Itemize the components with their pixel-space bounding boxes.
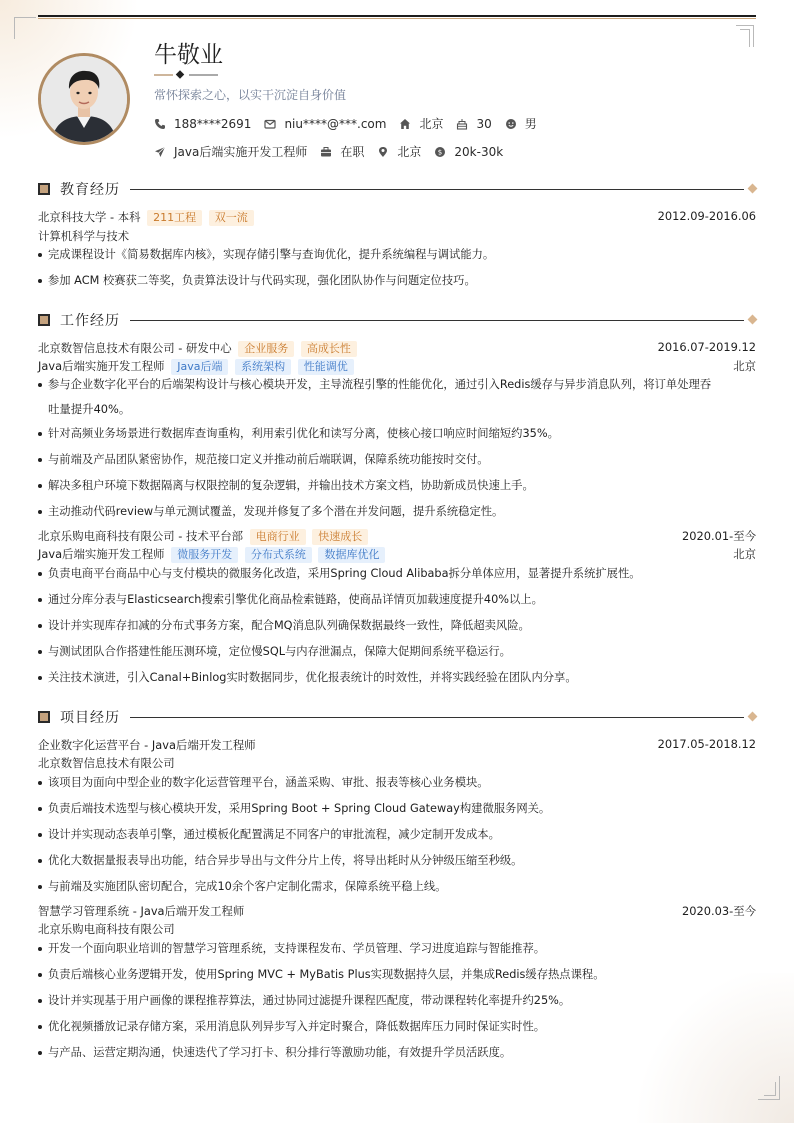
company-tag: 电商行业 [250, 529, 306, 545]
list-item: 与测试团队合作搭建性能压测环境，定位慢SQL与内存泄漏点，保障大促期间系统平稳运行。 [38, 639, 756, 665]
city-item [399, 115, 443, 132]
work-city: 北京 [733, 359, 756, 373]
list-item: 解决多租户环境下数据隔离与权限控制的复杂逻辑，并输出技术方案文档，协助新成员快速上手。 [38, 473, 756, 499]
list-item: 与产品、运营定期沟通，快速迭代了学习打卡、积分排行等激励功能，有效提升学员活跃度。 [38, 1040, 756, 1066]
company-tag: 快速成长 [312, 529, 368, 545]
list-item: 设计并实现基于用户画像的课程推荐算法，通过协同过滤提升课程匹配度，带动课程转化率提升约25%。 [38, 988, 756, 1014]
status-text: 在职 [340, 145, 365, 159]
company-tag: 企业服务 [238, 341, 294, 357]
work-company-line [38, 528, 756, 545]
position-item [154, 143, 307, 160]
city-text: 北京 [419, 117, 444, 131]
project-period: 2017.05-2018.12 [657, 737, 756, 751]
list-item: 通过分库分表与Elasticsearch搜索引擎优化商品检索链路，使商品详情页加载速度提升40%以上。 [38, 587, 756, 613]
section-education [38, 180, 756, 198]
school-tag: 211工程 [147, 210, 202, 226]
company-name: 北京数智信息技术有限公司 - 研发中心 [38, 341, 232, 355]
list-item: 设计并实现库存扣减的分布式事务方案，配合MQ消息队列确保数据最终一致性，降低超卖风险。 [38, 613, 756, 639]
section-diamond [748, 184, 758, 194]
corner-bracket [14, 17, 36, 39]
gender-text: 男 [524, 117, 537, 131]
skill-tag: 数据库优化 [318, 547, 385, 563]
work-period: 2016.07-2019.12 [657, 340, 756, 354]
contact-row [154, 115, 550, 132]
list-item: 关注技术演进，引入Canal+Binlog实时数据同步，优化报表统计的时效性，并将实践经验在团队内分享。 [38, 665, 756, 691]
list-item: 开发一个面向职业培训的智慧学习管理系统，支持课程发布、学员管理、学习进度追踪与智能推荐。 [38, 936, 756, 962]
list-item: 参与企业数字化平台的后端架构设计与核心模块开发，主导流程引擎的性能优化，通过引入Redis缓存与异步消息队列，将订单处理吞 [38, 372, 756, 398]
phone-text: 188****2691 [174, 116, 252, 131]
list-item: 负责电商平台商品中心与支付模块的微服务化改造，采用Spring Cloud Alibaba拆分单体应用，显著提升系统扩展性。 [38, 561, 756, 587]
list-item: 针对高频业务场景进行数据库查询重构，利用索引优化和读写分离，使核心接口响应时间缩短约35%。 [38, 421, 756, 447]
salary-text: 20k-30k [454, 144, 504, 159]
project-title: 智慧学习管理系统 - Java后端开发工程师 [38, 904, 245, 918]
project-title-line [38, 737, 756, 753]
company-tag: 高成长性 [301, 341, 357, 357]
name-divider-ornament [154, 70, 219, 80]
home-icon [399, 118, 411, 130]
section-diamond [748, 315, 758, 325]
skill-tag: 性能调优 [298, 359, 354, 375]
section-title: 工作经历 [60, 313, 120, 329]
corner-bracket [740, 29, 750, 47]
list-item: 负责后端技术选型与核心模块开发，采用Spring Boot + Spring Cloud Gateway构建微服务网关。 [38, 796, 756, 822]
briefcase-icon [320, 146, 332, 158]
section-diamond [748, 712, 758, 722]
section-work [38, 311, 756, 329]
role-title: Java后端实施开发工程师 [38, 547, 165, 561]
send-icon [154, 146, 166, 158]
email-text: niu****@***.com [284, 116, 387, 131]
top-rule-accent [38, 18, 756, 19]
skill-tag: 分布式系统 [245, 547, 312, 563]
section-title: 项目经历 [60, 710, 120, 726]
list-item: 与前端及实施团队密切配合，完成10余个客户定制化需求，保障系统平稳上线。 [38, 874, 756, 900]
target-city-text: 北京 [397, 145, 422, 159]
coin-icon [434, 146, 446, 158]
education-period: 2012.09-2016.06 [657, 209, 756, 223]
list-item: 优化视频播放记录存储方案，采用消息队列异步写入并定时聚合，降低数据库压力同时保证实时性。 [38, 1014, 756, 1040]
cake-icon [456, 118, 468, 130]
salary-item [434, 145, 503, 159]
company-name: 北京乐购电商科技有限公司 - 技术平台部 [38, 529, 243, 543]
list-item: 主动推动代码review与单元测试覆盖，发现并修复了多个潜在并发问题，提升系统稳定性。 [38, 499, 756, 525]
top-rule [38, 15, 756, 17]
resume-header [38, 42, 756, 170]
list-item: 参加 ACM 校赛获二等奖，负责算法设计与代码实现，强化团队协作与问题定位技巧。 [38, 268, 756, 294]
section-rule [130, 717, 744, 718]
school-name: 北京科技大学 - 本科 [38, 210, 141, 224]
position-text: Java后端实施开发工程师 [174, 145, 308, 159]
project-company: 北京数智信息技术有限公司 [38, 756, 175, 770]
list-item: 完成课程设计《简易数据库内核》，实现存储引擎与查询优化，提升系统编程与调试能力。 [38, 242, 756, 268]
avatar [38, 53, 130, 145]
tagline: 常怀探索之心，以实干沉淀自身价值 [154, 88, 347, 102]
skill-tag: Java后端 [171, 359, 228, 375]
section-marker [38, 314, 50, 326]
role-title: Java后端实施开发工程师 [38, 359, 165, 373]
list-item-continuation: 吐量提升40%。 [48, 402, 131, 416]
location-pin-icon [377, 146, 389, 158]
phone-icon [154, 118, 166, 130]
gender-item [505, 115, 537, 132]
work-city: 北京 [733, 547, 756, 561]
corner-bracket [764, 1082, 776, 1096]
school-tag: 双一流 [209, 210, 254, 226]
mail-icon [264, 118, 276, 130]
list-item: 设计并实现动态表单引擎，通过模板化配置满足不同客户的审批流程，减少定制开发成本。 [38, 822, 756, 848]
phone-item [154, 117, 251, 131]
smile-icon [505, 118, 517, 130]
section-marker [38, 711, 50, 723]
list-item: 优化大数据量报表导出功能，结合异步导出与文件分片上传，将导出耗时从分钟级压缩至秒级。 [38, 848, 756, 874]
list-item: 该项目为面向中型企业的数字化运营管理平台，涵盖采购、审批、报表等核心业务模块。 [38, 770, 756, 796]
skill-tag: 微服务开发 [171, 547, 238, 563]
age-item [456, 117, 491, 131]
section-rule [130, 189, 744, 190]
education-school-line [38, 209, 756, 226]
status-item [320, 143, 364, 160]
intent-row [154, 143, 516, 160]
project-title: 企业数字化运营平台 - Java后端开发工程师 [38, 738, 256, 752]
project-title-line [38, 903, 756, 919]
section-marker [38, 183, 50, 195]
work-period: 2020.01-至今 [682, 529, 756, 543]
work-company-line [38, 340, 756, 357]
target-city-item [377, 143, 421, 160]
skill-tag: 系统架构 [235, 359, 291, 375]
section-rule [130, 320, 744, 321]
email-item [264, 117, 386, 131]
age-text: 30 [476, 116, 492, 131]
section-projects [38, 708, 756, 726]
section-title: 教育经历 [60, 182, 120, 198]
svg-text:$: $ [438, 148, 443, 157]
candidate-name: 牛敬业 [154, 42, 223, 68]
list-item: 负责后端核心业务逻辑开发，使用Spring MVC + MyBatis Plus实现数据持久层，并集成Redis缓存热点课程。 [38, 962, 756, 988]
education-major: 计算机科学与技术 [38, 229, 130, 243]
project-period: 2020.03-至今 [682, 904, 756, 918]
project-company: 北京乐购电商科技有限公司 [38, 922, 175, 936]
list-item: 与前端及产品团队紧密协作，规范接口定义并推动前后端联调，保障系统功能按时交付。 [38, 447, 756, 473]
